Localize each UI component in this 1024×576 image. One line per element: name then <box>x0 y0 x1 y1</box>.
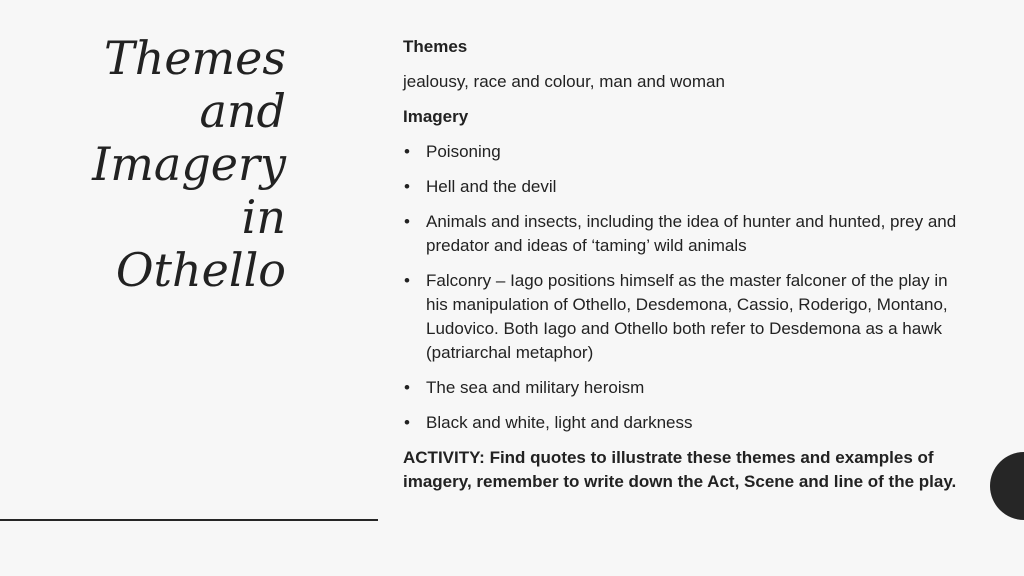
activity-instructions: ACTIVITY: Find quotes to illustrate these themes and examples of imagery, remember to write down the Act, Scene and line of the play. <box>403 448 957 491</box>
title-line: Themes <box>104 31 286 85</box>
title-line: in <box>241 190 286 244</box>
bullet-icon: • <box>404 212 410 231</box>
bullet-icon: • <box>404 142 410 161</box>
list-item <box>403 376 963 400</box>
bullet-icon: • <box>404 177 410 196</box>
title-line: and <box>199 84 286 138</box>
list-item <box>403 210 963 258</box>
imagery-list <box>403 140 963 435</box>
list-item <box>403 175 963 199</box>
themes-heading: Themes <box>403 37 468 56</box>
decorative-circle <box>990 452 1024 520</box>
imagery-heading: Imagery <box>403 107 469 126</box>
bullet-icon: • <box>404 271 410 290</box>
title-divider <box>0 519 378 521</box>
list-item <box>403 140 963 164</box>
title-line: Othello <box>115 243 286 297</box>
list-item-text: Falconry – Iago positions himself as the master falconer of the play in his manipulation of Othello, Desdemona, Cassio, Roderigo, Montano, Ludovico. Both Iago and Othello both refer to Desdemona as a hawk (patriarchal metaphor) <box>426 271 948 362</box>
bullet-icon: • <box>404 413 410 432</box>
list-item-text: Black and white, light and darkness <box>426 413 693 432</box>
list-item-text: Poisoning <box>426 142 501 161</box>
list-item <box>403 411 963 435</box>
content-body <box>403 35 963 494</box>
bullet-icon: • <box>404 378 410 397</box>
slide-title <box>60 32 286 297</box>
themes-text: jealousy, race and colour, man and woman <box>403 72 725 91</box>
list-item <box>403 269 963 365</box>
list-item-text: Hell and the devil <box>426 177 557 196</box>
title-line: Imagery <box>92 137 286 191</box>
list-item-text: The sea and military heroism <box>426 378 645 397</box>
list-item-text: Animals and insects, including the idea of hunter and hunted, prey and predator and ideas of ‘taming’ wild animals <box>426 212 957 255</box>
